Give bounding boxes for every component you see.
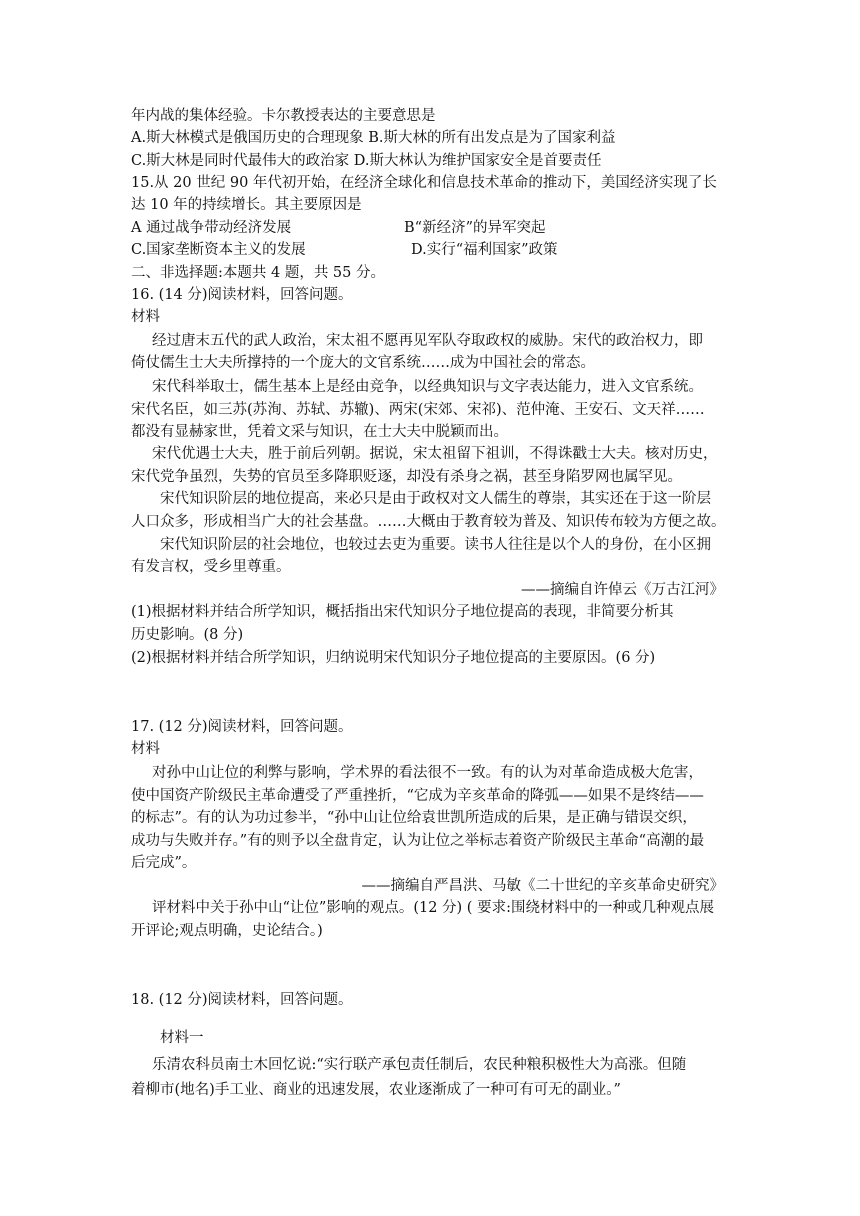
q16-paragraph: 倚仗儒生士大夫所撑持的一个庞大的文官系统……成为中国社会的常态。 [131, 355, 595, 371]
q16-paragraph: 宋代科举取士，儒生基本上是经由竞争，以经典知识与文字表达能力，进入文官系统。 [152, 379, 703, 395]
q14-stem-tail: 年内战的集体经验。卡尔教授表达的主要意思是 [131, 108, 436, 124]
q15-option-d: D.实行“福利国家”政策 [411, 242, 558, 258]
q16-subquestion-1-cont: 历史影响。(8 分) [131, 627, 244, 643]
q18-paragraph: 着柳市(地名)手工业、商业的迅速发展，农业逐渐成了一种可有可无的副业。” [131, 1082, 621, 1098]
q17-paragraph: 后完成”。 [131, 855, 197, 871]
q15-stem-cont: 达 10 年的持续增长。其主要原因是 [131, 197, 362, 213]
q16-material-label: 材料 [131, 309, 160, 325]
q16-paragraph: 有发言权，受乡里尊重。 [131, 559, 291, 575]
q16-subquestion-1: (1)根据材料并结合所学知识，概括指出宋代知识分子地位提高的表现，非简要分析其 [131, 604, 674, 620]
q15-option-a: A 通过战争带动经济发展 [131, 220, 292, 236]
q18-paragraph: 乐清农科员南士木回忆说:“实行联产承包责任制后，农民种粮积极性大为高涨。但随 [152, 1057, 687, 1073]
q18-material-label: 材料一 [160, 1030, 204, 1046]
q17-paragraph: 的标志”。有的认为功过参半，“孙中山让位给袁世凯所造成的后果，是正确与错误交织， [131, 810, 697, 826]
q16-paragraph: 宋代名臣，如三苏(苏洵、苏轼、苏辙)、两宋(宋郊、宋祁)、范仲淹、王安石、文天祥…… [131, 402, 705, 418]
q16-subquestion-2: (2)根据材料并结合所学知识，归纳说明宋代知识分子地位提高的主要原因。(6 分) [131, 650, 656, 666]
q16-header: 16. (14 分)阅读材料，回答问题。 [131, 287, 353, 303]
q17-paragraph: 使中国资产阶级民主革命遭受了严重挫折，“它成为辛亥革命的降弧——如果不是终结—— [131, 788, 704, 804]
q14-options-ab: A.斯大林模式是俄国历史的合理现象 B.斯大林的所有出发点是为了国家利益 [131, 130, 616, 146]
q15-option-b: B“新经济”的异军突起 [404, 220, 546, 236]
q17-material-label: 材料 [131, 741, 160, 757]
q17-paragraph: 对孙中山让位的利弊与影响，学术界的看法很不一致。有的认为对革命造成极大危害， [152, 765, 703, 781]
q15-stem: 15.从 20 世纪 90 年代初开始，在经济全球化和信息技术革命的推动下，美国经济实现了长 [131, 175, 717, 191]
q17-task: 评材料中关于孙中山“让位”影响的观点。(12 分) ( 要求:围绕材料中的一种或几种观点展 [152, 900, 714, 916]
q14-options-cd: C.斯大林是同时代最伟大的政治家 D.斯大林认为维护国家安全是首要责任 [131, 153, 602, 169]
q16-paragraph: 都没有显赫家世，凭着文采与知识，在士大夫中脱颖而出。 [131, 424, 508, 440]
q17-header: 17. (12 分)阅读材料，回答问题。 [131, 719, 353, 735]
q17-paragraph: 成功与失败并存。”有的则予以全盘肯定，认为让位之举标志着资产阶级民主革命“高潮的最 [131, 833, 705, 849]
q18-header: 18. (12 分)阅读材料，回答问题。 [131, 992, 353, 1008]
q16-paragraph: 宋代知识阶层的地位提高，来必只是由于政权对文人儒生的尊崇，其实还在于这一阶层 [160, 491, 711, 507]
section-heading: 二、非选择题:本题共 4 题，共 55 分。 [131, 265, 385, 281]
q16-paragraph: 经过唐末五代的武人政治，宋太祖不愿再见军队夺取政权的威胁。宋代的政治权力，即 [152, 333, 703, 349]
q15-option-c: C.国家垄断资本主义的发展 [131, 242, 306, 258]
q17-source: ——摘编自严昌洪、马敏《二十世纪的辛亥革命史研究》 [361, 878, 724, 894]
q16-paragraph: 人口众多，形成相当广大的社会基盘。……大概由于教育较为普及、知识传布较为方便之故。 [131, 514, 726, 530]
q17-task-cont: 开评论;观点明确，史论结合。) [131, 923, 323, 939]
q16-paragraph: 宋代知识阶层的社会地位，也较过去吏为重要。读书人往往是以个人的身份，在小区拥 [160, 537, 711, 553]
q16-source: ——摘编自许倬云《万古江河》 [521, 582, 724, 598]
q16-paragraph: 宋代优遇士大夫，胜于前后列朝。据说，宋太祖留下祖训，不得诛戳士大夫。核对历史， [152, 446, 718, 462]
q16-paragraph: 宋代党争虽烈，失势的官员至多降职贬逐，却没有杀身之祸，甚至身陷罗网也属罕见。 [131, 469, 682, 485]
